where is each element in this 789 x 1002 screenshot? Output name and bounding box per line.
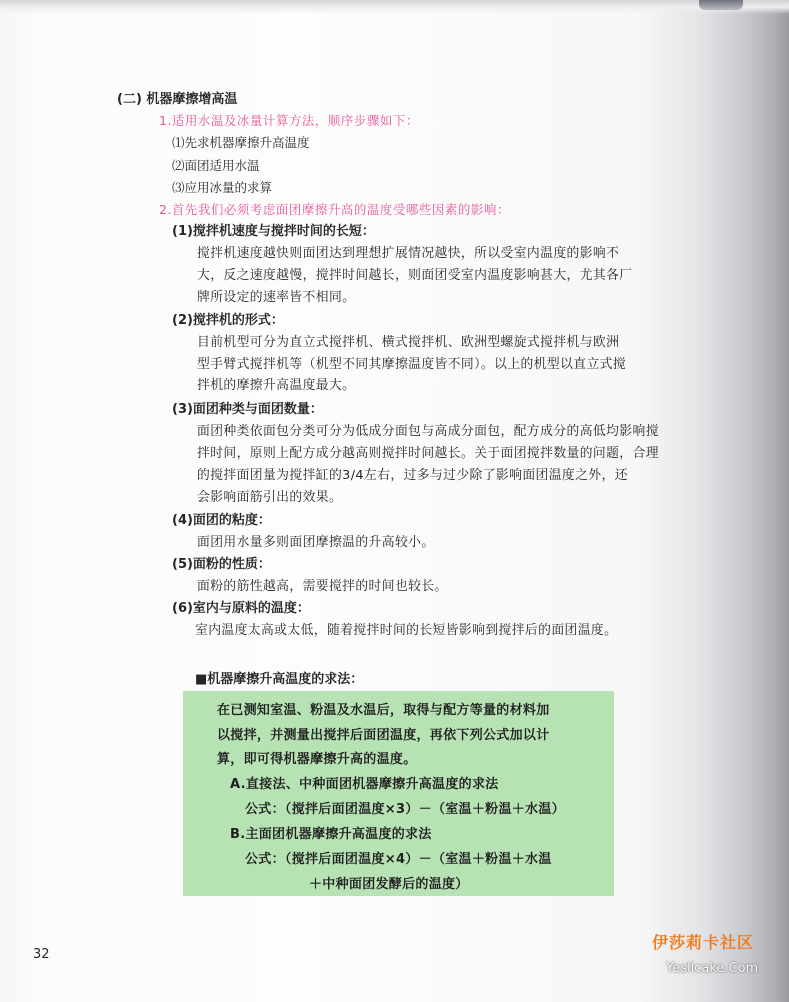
intro-line-2: 2.首先我们必须考虑面团摩擦升高的温度受哪些因素的影响： — [159, 202, 510, 217]
factor-3-line: 拌时间，原则上配方成分越高则搅拌时间越长。关于面团搅拌数量的问题，合理 — [197, 446, 659, 461]
binder-clip — [699, 0, 743, 10]
box-line: 在已测知室温、粉温及水温后，取得与配方等量的材料加 — [217, 703, 550, 718]
factor-5-heading: (5)面粉的性质： — [172, 557, 271, 572]
factor-4-heading: (4)面团的粘度： — [172, 513, 271, 528]
watermark-name: 伊莎莉卡社区 — [652, 933, 755, 952]
box-line: 算，即可得机器摩擦升高的温度。 — [217, 752, 417, 767]
watermark-url: Yeslicake.Com — [666, 961, 759, 976]
box-line: ＋中种面团发酵后的温度） — [309, 877, 469, 892]
factor-1-line: 搅拌机速度越快则面团达到理想扩展情况越快，所以受室内温度的影响不 — [197, 246, 620, 261]
factor-2-heading: (2)搅拌机的形式： — [172, 313, 284, 328]
factor-2-line: 目前机型可分为直立式搅拌机、横式搅拌机、欧洲型螺旋式搅拌机与欧洲 — [197, 335, 620, 350]
step-2: ⑵面团适用水温 — [172, 158, 260, 173]
step-3: ⑶应用冰量的求算 — [172, 180, 273, 195]
factor-2-line: 拌机的摩擦升高温度最大。 — [197, 378, 356, 393]
factor-6-line: 室内温度太高或太低，随着搅拌时间的长短皆影响到搅拌后的面团温度。 — [195, 623, 618, 638]
factor-1-heading: (1)搅拌机速度与搅拌时间的长短： — [172, 224, 375, 239]
factor-4-line: 面团用水量多则面团摩擦温的升高较小。 — [197, 535, 435, 550]
intro-line-1: 1.适用水温及冰量计算方法，顺序步骤如下： — [159, 113, 419, 128]
factor-1-line: 大，反之速度越慢，搅拌时间越长，则面团受室内温度影响甚大，尤其各厂 — [197, 268, 633, 283]
box-line: 公式：（搅拌后面团温度×4）－（室温＋粉温＋水温 — [245, 852, 552, 867]
box-line: B.主面团机器摩擦升高温度的求法 — [230, 827, 432, 842]
factor-3-line: 会影响面筋引出的效果。 — [197, 490, 343, 505]
page-top-shadow — [0, 0, 789, 14]
box-line: 公式：（搅拌后面团温度×3）－（室温＋粉温＋水温） — [245, 802, 565, 817]
factor-6-heading: (6)室内与原料的温度： — [172, 601, 310, 616]
factor-3-line: 的搅拌面团量为搅拌缸的3/4左右，过多与过少除了影响面团温度之外，还 — [197, 468, 628, 483]
box-line: A.直接法、中种面团机器摩擦升高温度的求法 — [230, 777, 499, 792]
factor-2-line: 型手臂式搅拌机等（机型不同其摩擦温度皆不同）。以上的机型以直立式搅 — [197, 357, 627, 372]
formula-box — [183, 691, 614, 896]
factor-3-heading: (3)面团种类与面团数量： — [172, 402, 323, 417]
page-number: 32 — [33, 947, 50, 962]
step-1: ⑴先求机器摩擦升高温度 — [172, 135, 310, 150]
factor-1-line: 牌所设定的速率皆不相同。 — [197, 290, 356, 305]
section-title: (二) 机器摩擦增高温 — [117, 92, 238, 107]
factor-5-line: 面粉的筋性越高，需要搅拌的时间也较长。 — [197, 579, 448, 594]
box-title: ■机器摩擦升高温度的求法： — [195, 672, 364, 687]
factor-3-line: 面团种类依面包分类可分为低成分面包与高成分面包，配方成分的高低均影响搅 — [197, 424, 659, 439]
box-line: 以搅拌，并测量出搅拌后面团温度，再依下列公式加以计 — [217, 728, 550, 743]
